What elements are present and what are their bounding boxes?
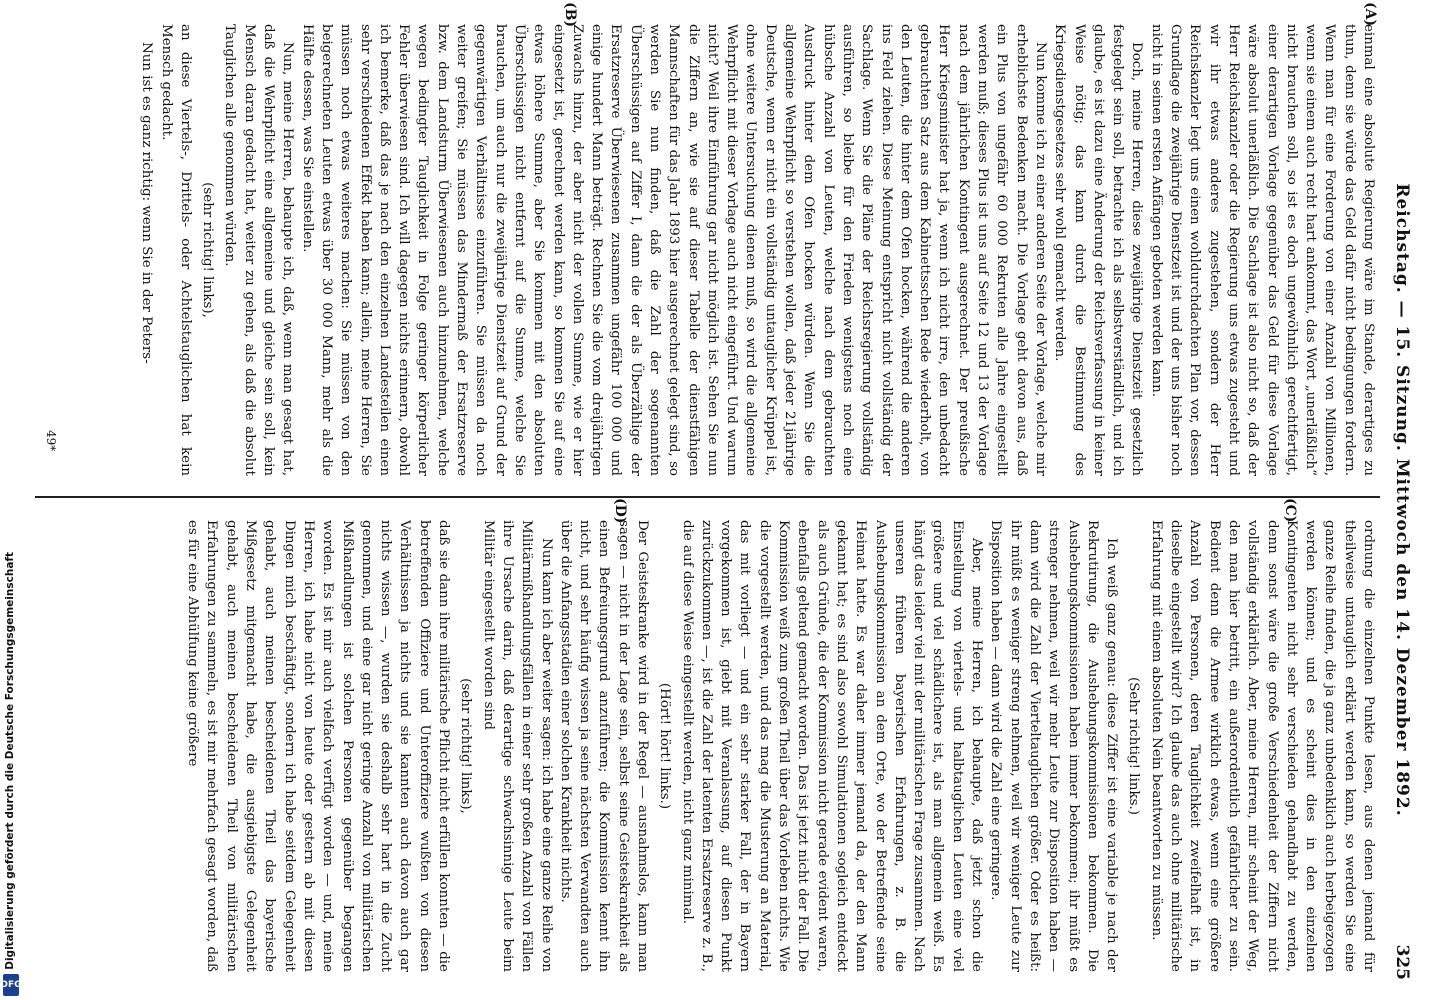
margin-marker-c: (C) xyxy=(1282,498,1298,523)
interjection: (sehr richtig! links), xyxy=(200,182,216,318)
newspaper-page xyxy=(28,0,1418,1000)
page-number: 325 xyxy=(1392,944,1412,980)
column-divider xyxy=(35,496,1380,498)
paragraph: Nun ist es ganz richtig: wenn Sie in der Peters- xyxy=(139,42,155,364)
footer-number: 49* xyxy=(44,430,58,452)
right-column xyxy=(38,520,1378,972)
paragraph: Der Geisteskranke wird in der Regel — ausnahmslos, kann man sagen — nicht in der Lage sein, selbst seine Geisteskrankheit als einen Befreiungsgrund anzuführen; die Kommission kennt ihn nicht, und sehr häufig wissen ja seine nächsten Verwandten auch über die Anfangsstadien einer solchen Krankheit nichts. xyxy=(557,520,651,972)
paragraph: Ich weiß ganz genau: diese Ziffer ist eine variable je nach der Rekrutirung, die Aushebungskommissionen bekommen. Die Aushebungskommissionen haben immer bekommen; ihr müßt es strenger nehmen, weil wir mehr Leute zur Disposition haben — dann wird die Zahl der Vierteltauglichen größer. Oder es heißt: ihr müßt es weniger streng nehmen, weil wir weniger Leute zur Disposition haben — dann wird die Zahl eine geringere. xyxy=(988,520,1120,972)
interjection: (Sehr richtig! links.) xyxy=(1126,677,1142,815)
paragraph: an diese Viertels-, Drittels- oder Achtelstauglichen hat kein Mensch gedacht. xyxy=(158,24,193,476)
margin-marker-d: (D) xyxy=(612,498,628,524)
paragraph: Nun kann ich aber weiter sagen: ich habe eine ganze Reihe von Militärmißhandlungsfällen in einer sehr großen Anzahl von Fällen ihre Ursache darin, daß derartige schwachsinnige Leute beim Militär eingestellt worden sind xyxy=(480,520,554,972)
margin-marker-a: (A) xyxy=(1362,2,1378,27)
paragraph: Nun komme ich zu einer anderen Seite der Vorlage, welche mir erheblichste Bedenken macht. Die Vorlage geht davon aus, daß ein Plus von ungefähr 60 000 Rekruten alle Jahre eingestellt werden muß; dieses Plus ist uns auf Seite 12 und 13 der Vorlage nach dem jährlichen Kontingent ausgerechnet. Der preußische Herr Kriegsminister hat ja, wenn ich nicht irre, den unbedacht gebrauchten Satz aus dem Kabinettsschen Rede wiederholt, von den Leuten, die hinter dem Ofen hocken, während die anderen ins Feld ziehen. Diese Meinung entspricht nicht vollständig der Sachlage. Wenn Sie die Pläne der Reichsregierung vollständig ausführen, so bleibe für den Frieden wenigstens noch eine hübsche Anzahl von Leuten, welche nach dem gebrauchten Ausdruck hinter dem Ofen hocken würden. Wenn Sie die allgemeine Wehrpflicht so verstehen wollen, daß jeder 21jährige Deutsche, wenn er nicht ein vollständig untauglicher Krüppel ist, ohne weitere Untersuchung dienen muß, so wird die allgemeine Wehrpflicht mit dieser Vorlage auch nicht eingeführt. Und warum nicht? Weil ihre Einführung gar nicht möglich ist. Sehen Sie nun die Ziffern an, wie sie auf dieser Tabelle der dienstfähigen Mannschaften für das Jahr 1893 hier ausgerechnet gelegt sind, so werden Sie nun finden, daß die Zahl der sogenannten Überschüssigen auf Ziffer I, dann die der als Überzählige der Ersatzreserve Überwiesenen zusammen ungefähr 100 000 und einige hundert Mann beträgt. Rechnen Sie die vom dreijährigen Zuwachs hinzu, der aber nicht der vollen Summe, wie er hier eingesetzt ist, gerechnet werden kann, so kommen Sie auf eine etwas höhere Summe, aber Sie kommen mit den absoluten Überschüssigen nicht entfernt auf die Summe, welche Sie brauchen, um auch nur die zweijährige Dienstzeit auf Grund der gegenwärtigen Verhältnisse einzuführen. Sie müssen da noch weiter greifen; Sie müssen das Mindermaß der Ersatzreserve bzw. dem Landsturm Überwiesenen auch hinzunehmen, welche wegen bedingter Tauglichkeit in Folge geringer körperlicher Fehler überwiesen sind. Ich will dagegen nichts erinnern, obwohl ich bemerke, daß das je nach den einzelnen Landesteilen einen sehr verschiedenen Effekt haben kann; allein, meine Herren, Sie müssen noch etwas weiteres machen: Sie müssen von den beigerechneten Leuten etwas über 30 000 Mann, mehr als die Hälfte dessen, was Sie einstellen. xyxy=(299,24,1048,476)
paragraph: einmal eine absolute Regierung wäre im Stande, derartiges zu thun, denn sie würde das Geld dafür nicht bedingungen fordern. Wenn man für eine Forderung von einer Anzahl von Millionen, wenn sie einem auch recht hart ankommt, das Wort „unerläßlich“ nicht brauchen soll, so ist es doch ungewöhnlich gerechtfertigt, einer derartigen Vorlage gegenüber das Geld für diese Vorlage wäre absolut unerläßlich. Die Sachlage ist also nicht so, daß der Herr Reichskanzler oder die Regierung uns etwas zugesteht und wir ihr etwas anderes zugestehen, sondern der Herr Reichskanzler legt uns einen wohldurchdachten Plan vor, dessen Grundlage die zweijährige Dienstzeit ist und der uns bisher noch nicht in seinen ersten Anfängen geboten werden kann. xyxy=(1148,24,1376,476)
interjection: (Hört! hört! links.) xyxy=(657,682,673,810)
page-header xyxy=(1384,20,1412,980)
interjection: (sehr richtig! links), xyxy=(458,678,474,814)
page-title: Reichstag. — 15. Sitzung. Mittwoch den 14. Dezember 1892. xyxy=(1392,183,1412,817)
paragraph: Doch, meine Herren, diese zweijährige Dienstzeit gesetzlich festgelegt sein soll, betrachte ich als selbstverständlich, und ich glaube, es ist dazu eine Änderung der Reichsverfassung in keiner Weise nötig; das kann durch die Bestimmung des Kriegsdienstgesetzes sehr wohl gemacht werden. xyxy=(1052,24,1145,476)
paragraph: daß sie dann ihre militärische Pflicht nicht erfüllen konnten — die betreffenden Offiziere und Unteroffiziere wußten von diesen Verhältnissen ja nichts und sie kannten auch davon auch gar nichts wissen —, wurden sie deshalb sehr hart in die Zucht genommen, und eine gar nicht geringe Anzahl von militärischen Mißhandlungen ist solchen Personen gegenüber begangen worden. Es ist mir auch vielfach verfügt worden — und, meine Herren, ich habe nicht von heute oder gestern ab mit diesen Dingen mich beschäftigt, sondern ich habe seitdem Gelegenheit gehabt, auch meinen bescheidenen Theil das bayerische Mißgesetz mitgemacht habe, die ausgiebigste Gelegenheit gehabt, auch meinen bescheidenen Theil von militärischen Erfahrungen zu sammeln, es ist mir mehrfach gesagt worden, daß es für eine Abhülfung keine größere xyxy=(185,520,452,972)
left-column xyxy=(38,24,1378,476)
margin-marker-b: (B) xyxy=(562,2,578,28)
sidebar xyxy=(0,0,24,1000)
dfg-logo: DFG xyxy=(3,974,19,996)
paragraph: Aber, meine Herren, ich behaupte, daß jetzt schon die Einstellung von viertels- und halbtauglichen Leuten eine viel größere und viel schädlichere ist, als man allgemein weiß. Es hängt das leider viel mit der militärischen Frage zusammen. Nach unseren früheren bayerischen Erfahrungen, z. B. die Aushebungskommission an dem Orte, wo der Betreffende seine Heimat hatte. Es war daher immer jemand da, der den Mann gekannt hat; es sind also sowohl Simulationen sogleich entdeckt als auch Gründe, die der Kommission nicht gerade evident waren, ebenfalls geltend gemacht worden. Das ist jetzt nicht der Fall. Die Kommission weiß zum großen Theil über das Vorleben nichts. Wie die vorgestellt werden, und das mag die Musterung an Material, das mit vorliegt — und ein sehr starker Fall, der in Bayern vorgekommen ist, giebt mit Veranlassung, auf diesen Punkt zurückzukommen —, ist die Zahl der latenten Ersatzreserve z. B., die auf diese Weise eingestellt werden, nicht ganz minimal. xyxy=(679,520,985,972)
paragraph: Nun, meine Herren, behaupte ich, daß, wenn man gesagt hat, daß die Wehrpflicht eine allgemeine und gleiche sein soll, kein Mensch daran gedacht hat, weiter zu gehen, als daß die absolut Tauglichen alle genommen würden. xyxy=(222,24,296,476)
digitization-credit: Digitalisierung gefördert durch die Deutsche Forschungsgemeinschaft xyxy=(4,552,16,970)
paragraph: ordnung die einzelnen Punkte lesen, aus denen jemand für theilweise untauglich erklärt werden kann, so werden Sie eine ganze Reihe finden, die ja ganz unbedenklich auch herbeigezogen werden können; und es scheint dies in den einzelnen Kontingenten nicht sehr verschieden gehandhabt zu werden, denn sonst wäre die große Verschiedenheit der Ziffern nicht vollständig erklärlich. Aber, meine Herren, mir scheint der Weg, den man hier betritt, ein außerordentlich gefährlicher zu sein. Bedient denn die Armee wirklich etwas, wenn eine größere Anzahl von Personen, deren Tauglichkeit zweifelhaft ist, in dieselbe eingestellt wird? Ich glaube das auch ohne militärische Erfahrung mit einem absoluten Nein beantworten zu müssen. xyxy=(1148,520,1376,972)
